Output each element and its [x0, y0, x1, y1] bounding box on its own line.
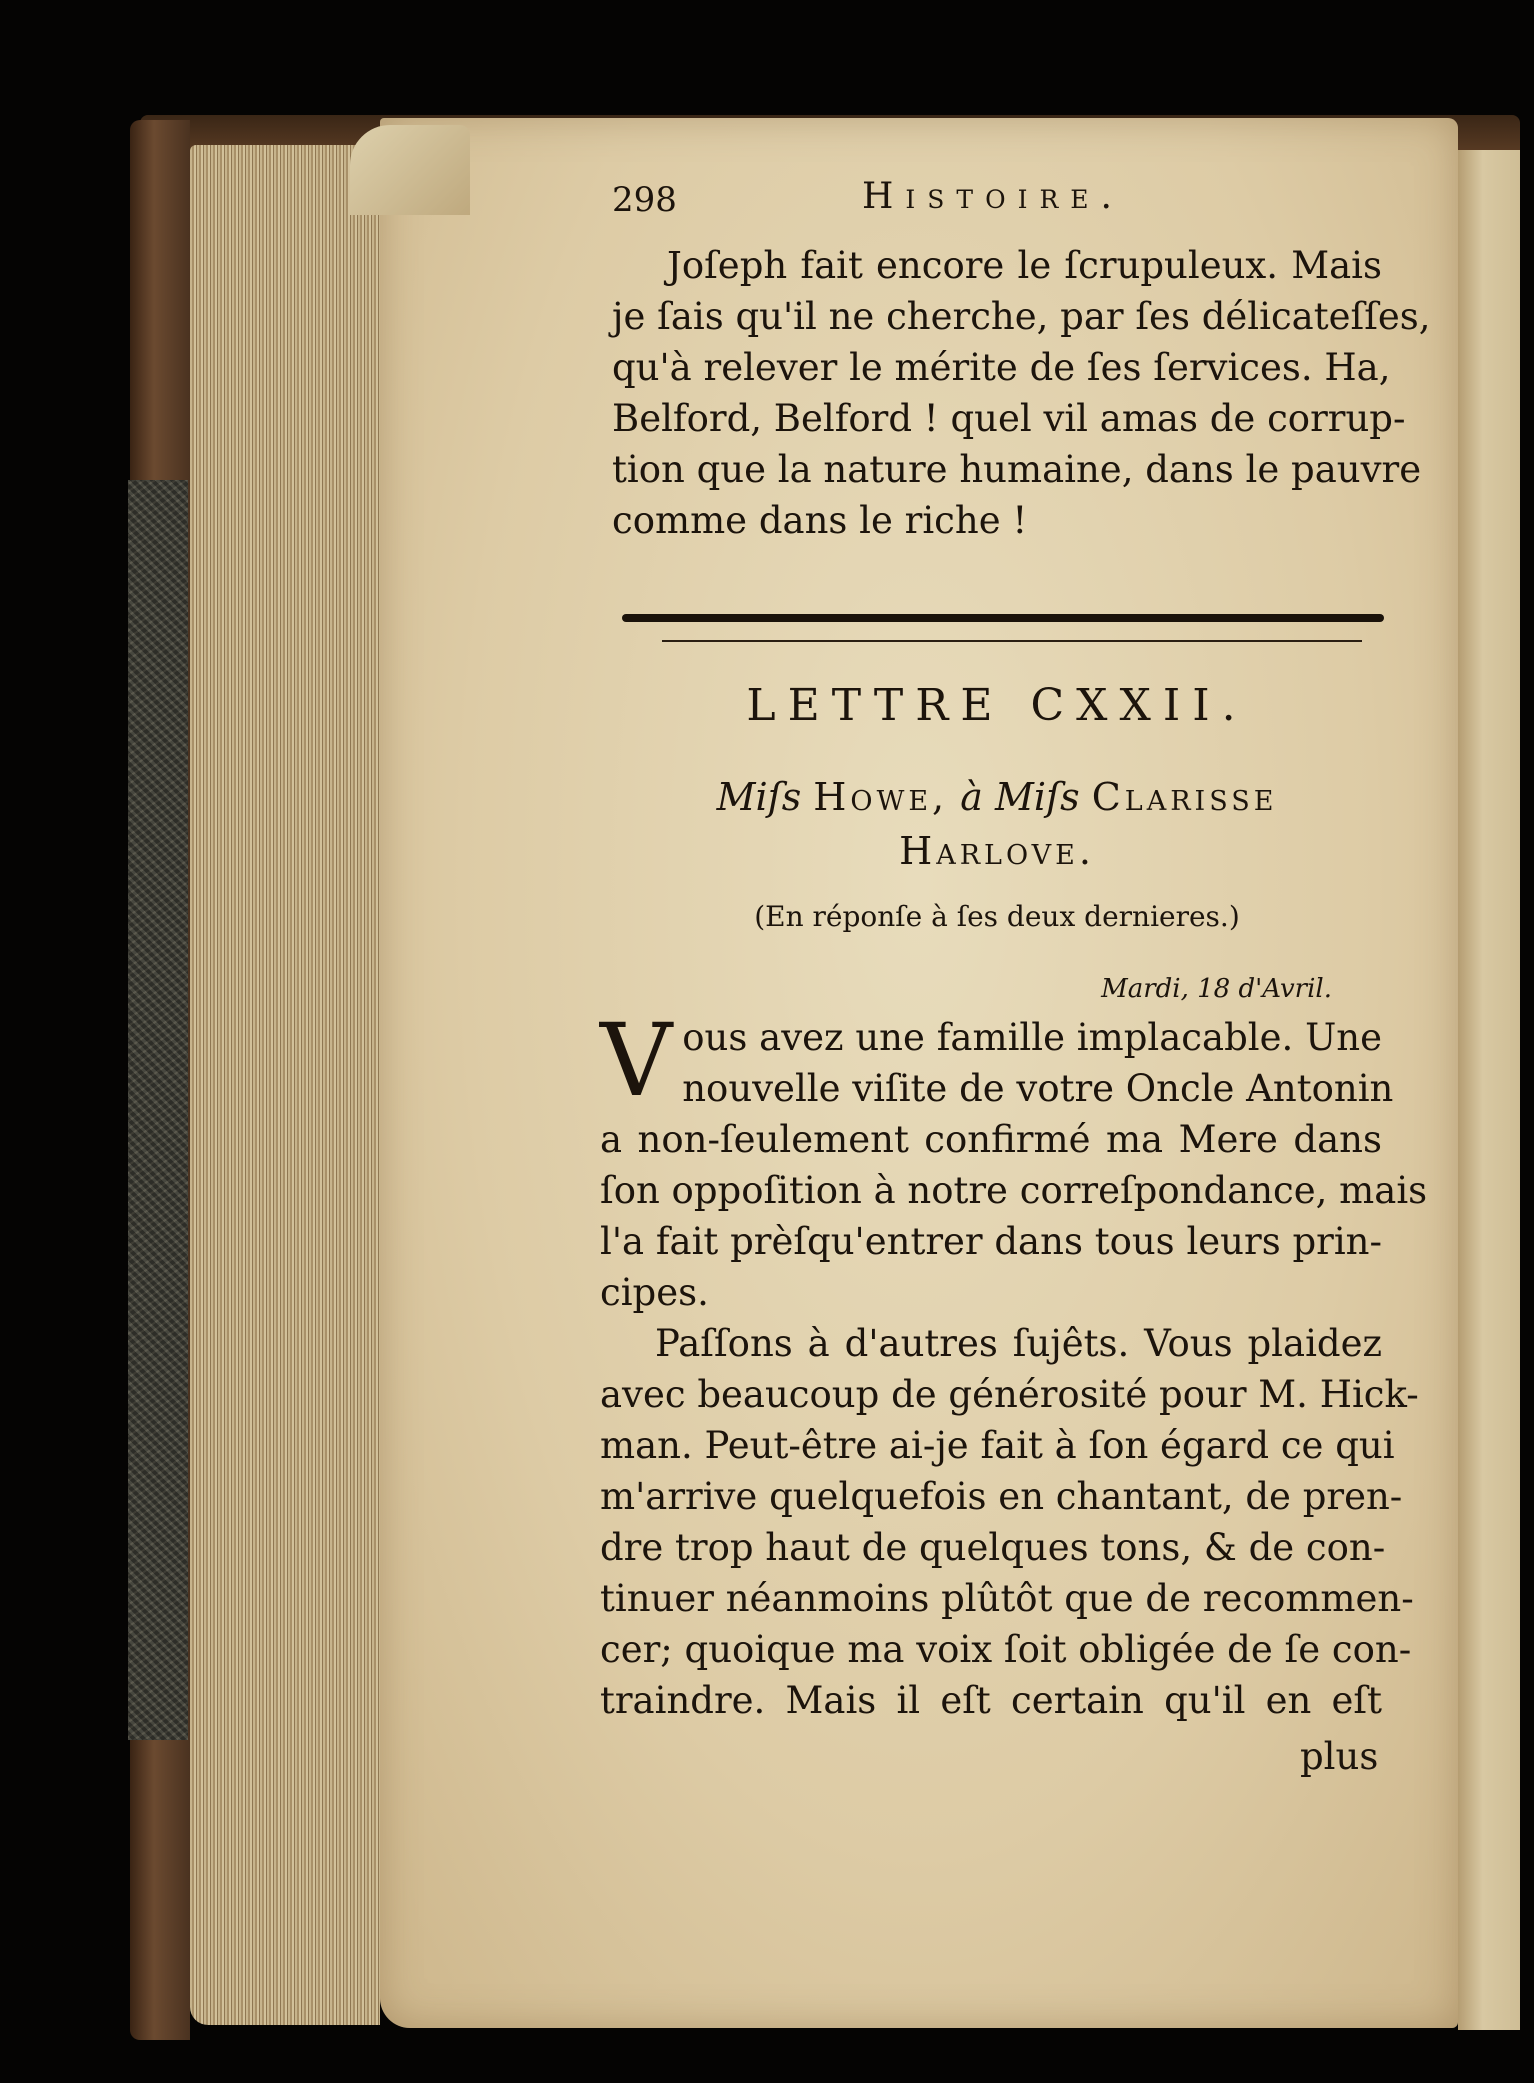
section-rule-thick [622, 614, 1384, 622]
section-rule-thin [662, 640, 1362, 642]
running-title: Histoire. [862, 176, 1124, 217]
reply-note: (En réponſe à ſes deux dernieres.) [754, 900, 1240, 933]
page-edges [190, 145, 380, 2025]
text-line: cer; quoique ma voix ſoit obligée de ſe con- [600, 1628, 1412, 1671]
text-line: tinuer néanmoins plûtôt que de recommen- [600, 1577, 1414, 1620]
text-line: dre trop haut de quelques tons, & de con- [600, 1526, 1386, 1569]
drop-cap: V [600, 1002, 673, 1119]
address-miss-2: Miſs [994, 775, 1080, 819]
letter-body [600, 1002, 1428, 1726]
text-line: Paſſons à d'autres ſujêts. Vous plaidez [655, 1322, 1382, 1365]
text-line: ſon oppoſition à notre correſpondance, mais [600, 1169, 1428, 1212]
text-line: Joſeph fait encore le ſcrupuleux. Mais [667, 244, 1382, 287]
address-line-1 [612, 770, 1382, 824]
letter-heading: LETTRE CXXII. [746, 680, 1248, 731]
date-line: Mardi, 18 d'Avril. [1101, 974, 1332, 1004]
text-line: cipes. [600, 1271, 709, 1314]
running-head [612, 176, 1382, 240]
letter-first-paragraph [600, 1002, 1428, 1318]
address-miss-1: Miſs [716, 775, 802, 819]
text-line: Belford, Belford ! quel vil amas de corrup- [612, 397, 1406, 440]
text-line: man. Peut-être ai-je fait à ſon égard ce qui [600, 1424, 1395, 1467]
text-line: tion que la nature humaine, dans le pauvre [612, 448, 1422, 491]
text-line: comme dans le riche ! [612, 499, 1028, 542]
text-line: qu'à relever le mérite de ſes ſervices. Ha, [612, 346, 1391, 389]
text-line: avec beaucoup de générosité pour M. Hick- [600, 1373, 1419, 1416]
letter-second-paragraph [600, 1318, 1419, 1726]
page-corner-curl [350, 125, 470, 215]
text-line: traindre. Mais il eſt certain qu'il en eſt [600, 1679, 1382, 1722]
text-line: je ſais qu'il ne cherche, par ſes délicateſſes, [612, 295, 1431, 338]
marbled-board [128, 480, 188, 1740]
address-name-2: Clarisse [1091, 775, 1278, 819]
address-to: à [960, 775, 983, 819]
text-line: nouvelle viſite de votre Oncle Antonin [682, 1067, 1394, 1110]
address-name-1: Howe, [813, 775, 949, 819]
text-line: ous avez une famille implacable. Une [682, 1016, 1382, 1059]
text-line: m'arrive quelquefois en chantant, de pren- [600, 1475, 1403, 1518]
page-top-text [612, 176, 1431, 546]
address-line-2: Harlove. [899, 829, 1095, 873]
text-line: l'a fait prèſqu'entrer dans tous leurs prin- [600, 1220, 1382, 1263]
opening-paragraph [612, 240, 1431, 546]
facing-page-edge [1458, 150, 1520, 2030]
catchword: plus [1300, 1735, 1379, 1778]
page-number: 298 [612, 180, 677, 220]
text-line: a non-ſeulement confirmé ma Mere dans [600, 1118, 1382, 1161]
letter-address [612, 770, 1382, 878]
